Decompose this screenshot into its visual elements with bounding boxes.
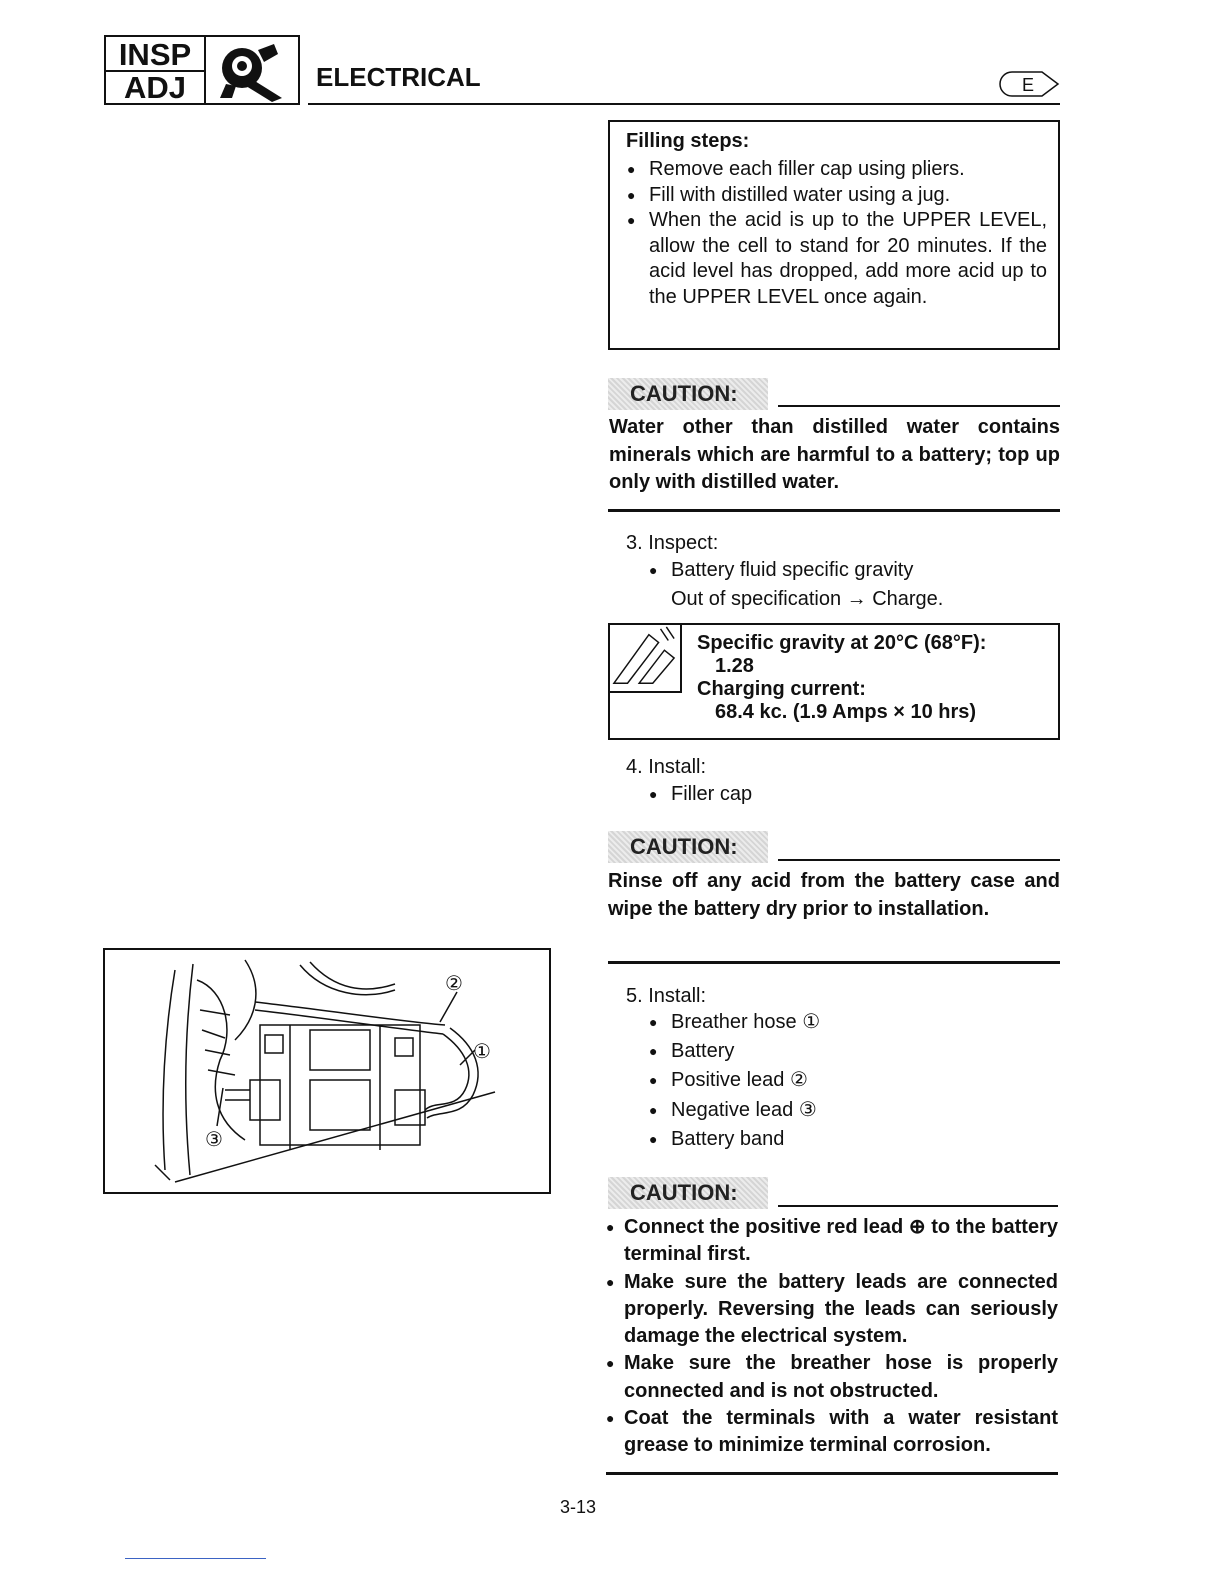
caution-text: Rinse off any acid from the battery case and wipe the battery dry prior to installation.: [608, 870, 1060, 920]
section-title: ELECTRICAL: [316, 62, 481, 92]
list-item: ● Make sure the breather hose is properly connected and is not obstructed.: [608, 1350, 1058, 1405]
filling-steps-list: [627, 157, 1047, 310]
language-badge-label: E: [1021, 75, 1035, 95]
caution-rule: [778, 405, 1060, 407]
list-item: ● Remove each filler cap using pliers.: [627, 157, 1047, 183]
list-item: ● Make sure the battery leads are connected properly. Reversing the leads can seriously damage the electrical system.: [608, 1269, 1058, 1351]
caliper-icon: [610, 625, 682, 693]
caution-label: CAUTION:: [608, 831, 768, 863]
callout-1: ①: [473, 1041, 491, 1063]
step-3-heading: 3. Inspect:: [626, 532, 719, 554]
spec-gravity-value: 1.28: [715, 655, 754, 677]
footer-link-line: [125, 1558, 266, 1559]
header-rule: [308, 103, 1060, 105]
list-item: ● Coat the terminals with a water resistant grease to minimize terminal corrosion.: [608, 1405, 1058, 1460]
step-4-list: [649, 780, 1049, 809]
caution-end-rule: [608, 961, 1060, 964]
badge-insp: INSP: [106, 37, 206, 72]
list-item: ● Battery band: [649, 1125, 1049, 1154]
badge-adj: ADJ: [106, 72, 206, 104]
caution-list: [608, 1214, 1058, 1460]
caution-label: CAUTION:: [608, 1177, 768, 1209]
caution-end-rule: [608, 509, 1060, 512]
caution-rule: [778, 859, 1060, 861]
list-item: ● Positive lead ②: [649, 1066, 1049, 1095]
page-number: 3-13: [560, 1497, 597, 1517]
list-item: ● Connect the positive red lead ⊕ to the battery terminal first.: [608, 1214, 1058, 1269]
spec-gravity-label: Specific gravity at 20°C (68°F):: [697, 632, 987, 654]
callout-3: ③: [205, 1129, 223, 1151]
caution-end-rule: [606, 1472, 1058, 1475]
step-3-list: [649, 556, 1049, 585]
spec-current-value: 68.4 kc. (1.9 Amps × 10 hrs): [715, 701, 977, 723]
caution-label: CAUTION:: [608, 378, 768, 410]
list-item: ● When the acid is up to the UPPER LEVEL, allow the cell to stand for 20 minutes. If the acid level has dropped, add more acid up to the UPPER LEVEL once again.: [627, 208, 1047, 310]
step-4-heading: 4. Install:: [626, 756, 707, 778]
list-item: ● Negative lead ③: [649, 1096, 1049, 1125]
step-5-list: [649, 1008, 1049, 1154]
caution-rule: [778, 1205, 1058, 1207]
spec-current-label: Charging current:: [697, 678, 866, 700]
list-item: ● Breather hose ①: [649, 1008, 1049, 1037]
filling-steps-title: Filling steps:: [626, 130, 750, 152]
step-3-note: Out of specification → Charge.: [671, 588, 944, 610]
list-item: ● Battery: [649, 1037, 1049, 1066]
step-5-heading: 5. Install:: [626, 985, 707, 1007]
list-item: ● Filler cap: [649, 780, 1049, 809]
list-item: ● Fill with distilled water using a jug.: [627, 183, 1047, 209]
language-badge: [998, 70, 1060, 98]
callout-2: ②: [445, 973, 463, 995]
wrench-icon: [212, 40, 292, 102]
battery-illustration: [105, 950, 549, 1192]
caution-text: Water other than distilled water contains minerals which are harmful to a battery; top up only with distilled water.: [609, 416, 1060, 493]
list-item: ● Battery fluid specific gravity: [649, 556, 1049, 585]
